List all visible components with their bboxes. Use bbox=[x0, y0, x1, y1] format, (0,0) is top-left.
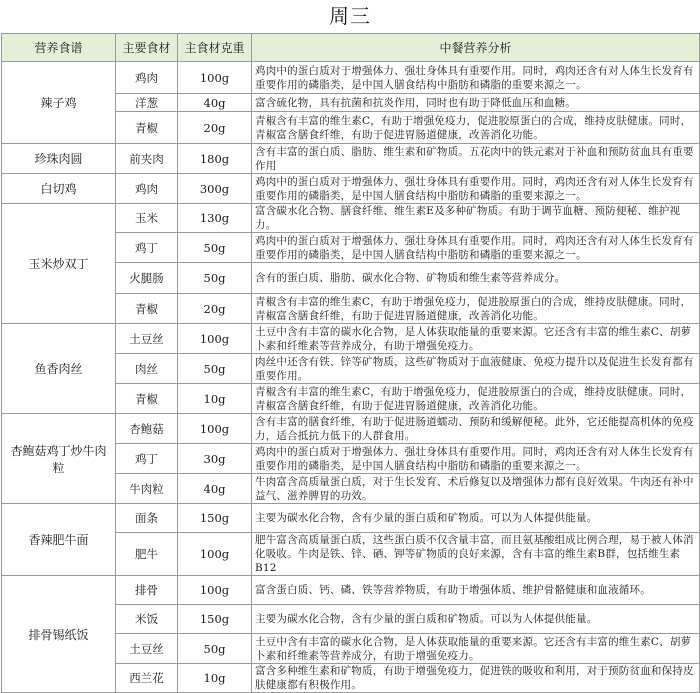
ingredient-cell: 牛肉粒 bbox=[116, 474, 178, 504]
ingredient-cell: 青椒 bbox=[116, 384, 178, 414]
analysis-cell: 含有的蛋白质、脂肪、碳水化合物、矿物质和维生素等营养成分。 bbox=[252, 263, 700, 294]
weight-cell: 100g bbox=[178, 414, 252, 444]
ingredient-cell: 杏鲍菇 bbox=[116, 414, 178, 444]
analysis-cell: 富含多种维生素和矿物质，有助于增强免疫力，促进铁的吸收和利用，对于预防贫血和保持皮肤健康都有积极作用。 bbox=[252, 664, 700, 693]
analysis-cell: 鸡肉中的蛋白质对于增强体力、强壮身体具有重要作用。同时，鸡肉还含有对人体生长发育有重要作用的磷脂类，是中国人膳食结构中脂肪和磷脂的重要来源之一。 bbox=[252, 444, 700, 474]
weight-cell: 40g bbox=[178, 94, 252, 112]
ingredient-cell: 土豆丝 bbox=[116, 634, 178, 664]
weight-cell: 50g bbox=[178, 634, 252, 664]
dish-name: 杏鲍菇鸡丁炒牛肉粒 bbox=[2, 414, 116, 504]
table-header-row bbox=[2, 34, 700, 62]
analysis-cell: 鸡肉中的蛋白质对于增强体力、强壮身体具有重要作用。同时，鸡肉还含有对人体生长发育有重要作用的磷脂类，是中国人膳食结构中脂肪和磷脂的重要来源之一。 bbox=[252, 62, 700, 94]
weight-cell: 10g bbox=[178, 384, 252, 414]
analysis-cell: 土豆中含有丰富的碳水化合物，是人体获取能量的重要来源。它还含有丰富的维生素C、胡萝卜素和纤维素等营养成分，有助于增强免疫力。 bbox=[252, 324, 700, 354]
weight-cell: 100g bbox=[178, 533, 252, 576]
dish-name: 鱼香肉丝 bbox=[2, 324, 116, 414]
weight-cell: 180g bbox=[178, 144, 252, 174]
analysis-cell: 富含蛋白质、钙、磷、铁等营养物质，有助于增强体质、维护骨骼健康和血液循环。 bbox=[252, 576, 700, 605]
analysis-cell: 土豆中含有丰富的碳水化合物，是人体获取能量的重要来源。它还含有丰富的维生素C、胡萝卜素和纤维素等营养成分，有助于增强免疫力。 bbox=[252, 634, 700, 664]
analysis-cell: 青椒含有丰富的维生素C，有助于增强免疫力，促进胶原蛋白的合成，维持皮肤健康。同时，青椒富含膳食纤维，有助于促进胃肠道健康，改善消化功能。 bbox=[252, 384, 700, 414]
header-ingredient: 主要食材 bbox=[116, 34, 178, 62]
table-row bbox=[2, 414, 700, 444]
ingredient-cell: 鸡肉 bbox=[116, 62, 178, 94]
weight-cell: 150g bbox=[178, 605, 252, 634]
weight-cell: 20g bbox=[178, 294, 252, 324]
ingredient-cell: 鸡丁 bbox=[116, 233, 178, 263]
analysis-cell: 肉丝中还含有铁、锌等矿物质，这些矿物质对于血液健康、免疫力提升以及促进生长发育都有重要作用。 bbox=[252, 354, 700, 384]
ingredient-cell: 米饭 bbox=[116, 605, 178, 634]
table-row bbox=[2, 576, 700, 605]
dish-name: 白切鸡 bbox=[2, 174, 116, 204]
ingredient-cell: 火腿肠 bbox=[116, 263, 178, 294]
weight-cell: 130g bbox=[178, 204, 252, 233]
weight-cell: 100g bbox=[178, 576, 252, 605]
analysis-cell: 主要为碳水化合物，含有少量的蛋白质和矿物质。可以为人体提供能量。 bbox=[252, 504, 700, 533]
ingredient-cell: 肉丝 bbox=[116, 354, 178, 384]
analysis-cell: 富含碳水化合物、膳食纤维、维生素E及多种矿物质。有助于调节血糖、预防便秘、维护视力。 bbox=[252, 204, 700, 233]
analysis-cell: 肥牛富含高质量蛋白质，这些蛋白质不仅含量丰富，而且氨基酸组成比例合理，易于被人体消化吸收。牛肉是铁、锌、硒、钾等矿物质的良好来源，含有丰富的维生素B群，包括维生素B12 bbox=[252, 533, 700, 576]
table-row bbox=[2, 174, 700, 204]
analysis-cell: 含有丰富的膳食纤维，有助于促进肠道蠕动、预防和缓解便秘。此外，它还能提高机体的免疫力，适合抵抗力低下的人群食用。 bbox=[252, 414, 700, 444]
analysis-cell: 含有丰富的蛋白质、脂肪、维生素和矿物质。五花肉中的铁元素对于补血和预防贫血具有重要作用 bbox=[252, 144, 700, 174]
dish-name: 珍珠肉圆 bbox=[2, 144, 116, 174]
dish-name: 玉米炒双丁 bbox=[2, 204, 116, 324]
ingredient-cell: 排骨 bbox=[116, 576, 178, 605]
weight-cell: 150g bbox=[178, 504, 252, 533]
ingredient-cell: 玉米 bbox=[116, 204, 178, 233]
weight-cell: 100g bbox=[178, 324, 252, 354]
analysis-cell: 富含硫化物，具有抗菌和抗炎作用，同时也有助于降低血压和血糖。 bbox=[252, 94, 700, 112]
weight-cell: 50g bbox=[178, 354, 252, 384]
ingredient-cell: 鸡丁 bbox=[116, 444, 178, 474]
weight-cell: 20g bbox=[178, 112, 252, 144]
weight-cell: 100g bbox=[178, 62, 252, 94]
ingredient-cell: 前夹肉 bbox=[116, 144, 178, 174]
analysis-cell: 青椒含有丰富的维生素C，有助于增强免疫力，促进胶原蛋白的合成，维持皮肤健康。同时，青椒富含膳食纤维，有助于促进胃肠道健康，改善消化功能。 bbox=[252, 112, 700, 144]
header-analysis: 中餐营养分析 bbox=[252, 34, 700, 62]
ingredient-cell: 面条 bbox=[116, 504, 178, 533]
table-row bbox=[2, 324, 700, 354]
header-weight: 主食材克重 bbox=[178, 34, 252, 62]
dish-name: 辣子鸡 bbox=[2, 62, 116, 144]
ingredient-cell: 鸡肉 bbox=[116, 174, 178, 204]
ingredient-cell: 肥牛 bbox=[116, 533, 178, 576]
nutrition-table bbox=[1, 33, 700, 693]
analysis-cell: 青椒含有丰富的维生素C，有助于增强免疫力，促进胶原蛋白的合成，维持皮肤健康。同时，青椒富含膳食纤维，有助于促进胃肠道健康，改善消化功能。 bbox=[252, 294, 700, 324]
table-row bbox=[2, 144, 700, 174]
page-title: 周三 bbox=[329, 4, 371, 28]
ingredient-cell: 西兰花 bbox=[116, 664, 178, 693]
ingredient-cell: 土豆丝 bbox=[116, 324, 178, 354]
dish-name: 香辣肥牛面 bbox=[2, 504, 116, 576]
header-recipe: 营养食谱 bbox=[2, 34, 116, 62]
table-row bbox=[2, 504, 700, 533]
analysis-cell: 牛肉富含高质量蛋白质，对于生长发育、术后修复以及增强体力都有良好效果。牛肉还有补中益气、滋养脾胃的功效。 bbox=[252, 474, 700, 504]
table-row bbox=[2, 62, 700, 94]
table-row bbox=[2, 204, 700, 233]
ingredient-cell: 青椒 bbox=[116, 112, 178, 144]
weight-cell: 50g bbox=[178, 233, 252, 263]
weight-cell: 10g bbox=[178, 664, 252, 693]
analysis-cell: 鸡肉中的蛋白质对于增强体力、强壮身体具有重要作用。同时，鸡肉还含有对人体生长发育有重要作用的磷脂类，是中国人膳食结构中脂肪和磷脂的重要来源之一。 bbox=[252, 174, 700, 204]
dish-name: 排骨锡纸饭 bbox=[2, 576, 116, 693]
weight-cell: 30g bbox=[178, 444, 252, 474]
weight-cell: 40g bbox=[178, 474, 252, 504]
ingredient-cell: 青椒 bbox=[116, 294, 178, 324]
ingredient-cell: 洋葱 bbox=[116, 94, 178, 112]
analysis-cell: 鸡肉中的蛋白质对于增强体力、强壮身体具有重要作用。同时，鸡肉还含有对人体生长发育有重要作用的磷脂类，是中国人膳食结构中脂肪和磷脂的重要来源之一。 bbox=[252, 233, 700, 263]
weight-cell: 300g bbox=[178, 174, 252, 204]
weight-cell: 50g bbox=[178, 263, 252, 294]
analysis-cell: 主要为碳水化合物，含有少量的蛋白质和矿物质。可以为人体提供能量。 bbox=[252, 605, 700, 634]
table-body bbox=[2, 62, 700, 693]
